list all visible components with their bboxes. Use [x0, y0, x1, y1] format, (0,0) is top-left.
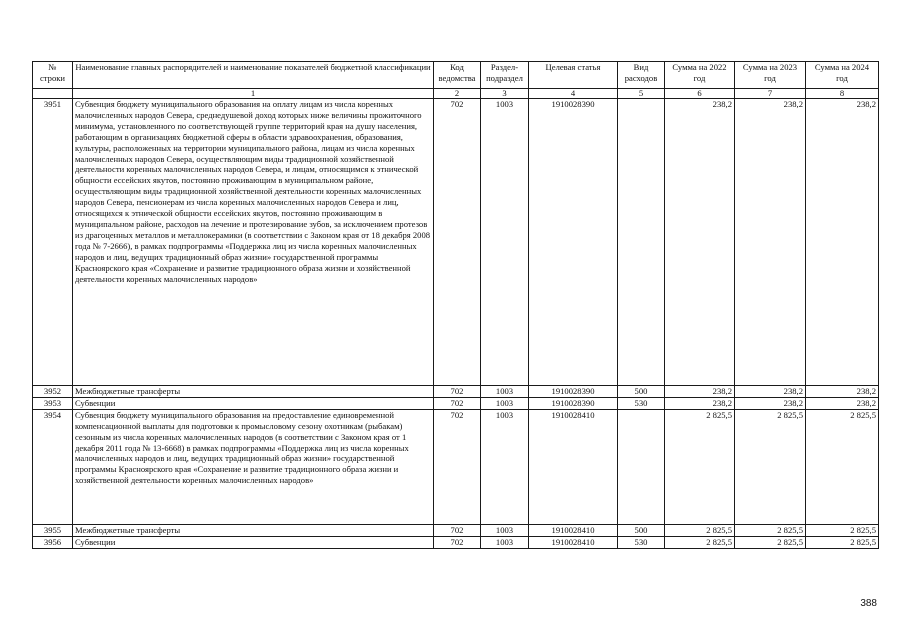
row-name: Субвенции	[73, 536, 434, 548]
table-row	[33, 536, 879, 548]
row-sum-2022: 238,2	[665, 386, 735, 398]
row-dept-code: 702	[434, 409, 481, 524]
row-expense-type	[618, 99, 665, 386]
row-sum-2022: 238,2	[665, 397, 735, 409]
row-number: 3955	[33, 524, 73, 536]
row-name: Межбюджетные трансферты	[73, 386, 434, 398]
row-number: 3954	[33, 409, 73, 524]
table-row	[33, 397, 879, 409]
row-name: Субвенция бюджету муниципального образования на предоставление единовременной компенсационной выплаты для подготовки к промысловому сезону охотникам (рыбакам) сезонным из числа коренных малочисленных народов (в соответствии с Законом края от 1 декабря 2011 года № 13-6668) в рамках подпрограммы «Поддержка лиц из числа коренных малочисленных народов и лиц, ведущих традиционный образ жизни» государственной программы Красноярского края «Сохранение и развитие традиционного образа жизни и хозяйственной деятельности коренных малочисленных народов»	[73, 409, 434, 524]
row-sum-2023: 238,2	[735, 99, 806, 386]
row-sum-2022: 238,2	[665, 99, 735, 386]
row-dept-code: 702	[434, 536, 481, 548]
column-index: 2	[434, 89, 481, 99]
row-sum-2023: 238,2	[735, 386, 806, 398]
row-sum-2022: 2 825,5	[665, 524, 735, 536]
row-number: 3951	[33, 99, 73, 386]
header-sum-2023: Сумма на 2023 год	[735, 62, 806, 89]
header-section: Раздел-подраздел	[481, 62, 529, 89]
column-index: 8	[806, 89, 879, 99]
row-sum-2024: 238,2	[806, 99, 879, 386]
row-sum-2023: 2 825,5	[735, 409, 806, 524]
row-sum-2023: 2 825,5	[735, 524, 806, 536]
budget-table	[32, 61, 879, 549]
header-name: Наименование главных распорядителей и наименование показателей бюджетной классификации	[73, 62, 434, 89]
row-number: 3956	[33, 536, 73, 548]
row-sum-2024: 238,2	[806, 386, 879, 398]
row-name: Межбюджетные трансферты	[73, 524, 434, 536]
row-section: 1003	[481, 99, 529, 386]
row-expense-type	[618, 409, 665, 524]
row-dept-code: 702	[434, 397, 481, 409]
header-sum-2024: Сумма на 2024 год	[806, 62, 879, 89]
row-sum-2024: 2 825,5	[806, 536, 879, 548]
row-target-article: 1910028410	[529, 409, 618, 524]
header-expense-type: Вид расходов	[618, 62, 665, 89]
row-expense-type: 500	[618, 386, 665, 398]
row-expense-type: 500	[618, 524, 665, 536]
row-section: 1003	[481, 386, 529, 398]
row-section: 1003	[481, 397, 529, 409]
table-row	[33, 409, 879, 524]
row-target-article: 1910028390	[529, 99, 618, 386]
header-target-article: Целевая статья	[529, 62, 618, 89]
row-section: 1003	[481, 536, 529, 548]
table-row	[33, 386, 879, 398]
row-name: Субвенция бюджету муниципального образования на оплату лицам из числа коренных малочисленных народов Севера, среднедушевой доход которых ниже величины прожиточного минимума, установленного по соответствующей группе территорий края на душу населения, работающим в организациях бюджетной сферы в области здравоохранения, образования, культуры, расположенных на территории муниципального района, лицам из числа коренных малочисленных народов Севера, осуществляющим виды традиционной хозяйственной деятельности коренных малочисленных народов Севера, и лицам, относящимся к этнической общности ессейских якутов, постоянно проживающим в муниципальном районе, осуществляющим виды традиционной хозяйственной деятельности коренных малочисленных народов Севера, пенсионерам из числа коренных малочисленных народов Севера и лиц, относящихся к этнической общности ессейских якутов, постоянно проживающим в муниципальном районе, расходов на лечение и протезирование зубов, за исключением протезов из драгоценных металлов и металлокерамики (в соответствии с Законом края от 18 декабря 2008 года № 7-2666), в рамках подпрограммы «Поддержка лиц из числа коренных малочисленных народов и лиц, ведущих традиционный образ жизни» государственной программы Красноярского края «Сохранение и развитие традиционного образа жизни и хозяйственной деятельности коренных малочисленных народов»	[73, 99, 434, 386]
row-sum-2024: 238,2	[806, 397, 879, 409]
row-sum-2022: 2 825,5	[665, 409, 735, 524]
column-index-row	[33, 89, 879, 99]
row-name: Субвенции	[73, 397, 434, 409]
row-sum-2023: 238,2	[735, 397, 806, 409]
table-row	[33, 99, 879, 386]
column-index: 6	[665, 89, 735, 99]
row-target-article: 1910028410	[529, 536, 618, 548]
column-index: 7	[735, 89, 806, 99]
row-target-article: 1910028390	[529, 386, 618, 398]
row-sum-2022: 2 825,5	[665, 536, 735, 548]
row-expense-type: 530	[618, 536, 665, 548]
table-header-row	[33, 62, 879, 89]
row-target-article: 1910028390	[529, 397, 618, 409]
row-number: 3952	[33, 386, 73, 398]
row-dept-code: 702	[434, 386, 481, 398]
column-index: 1	[73, 89, 434, 99]
row-sum-2024: 2 825,5	[806, 409, 879, 524]
row-number: 3953	[33, 397, 73, 409]
row-section: 1003	[481, 409, 529, 524]
page-number: 388	[860, 598, 877, 609]
column-index: 4	[529, 89, 618, 99]
header-row-number: № строки	[33, 62, 73, 89]
column-index: 3	[481, 89, 529, 99]
row-section: 1003	[481, 524, 529, 536]
row-dept-code: 702	[434, 524, 481, 536]
row-target-article: 1910028410	[529, 524, 618, 536]
row-sum-2023: 2 825,5	[735, 536, 806, 548]
row-expense-type: 530	[618, 397, 665, 409]
header-sum-2022: Сумма на 2022 год	[665, 62, 735, 89]
header-dept-code: Код ведомства	[434, 62, 481, 89]
table-row	[33, 524, 879, 536]
column-index: 5	[618, 89, 665, 99]
row-dept-code: 702	[434, 99, 481, 386]
row-sum-2024: 2 825,5	[806, 524, 879, 536]
column-index	[33, 89, 73, 99]
